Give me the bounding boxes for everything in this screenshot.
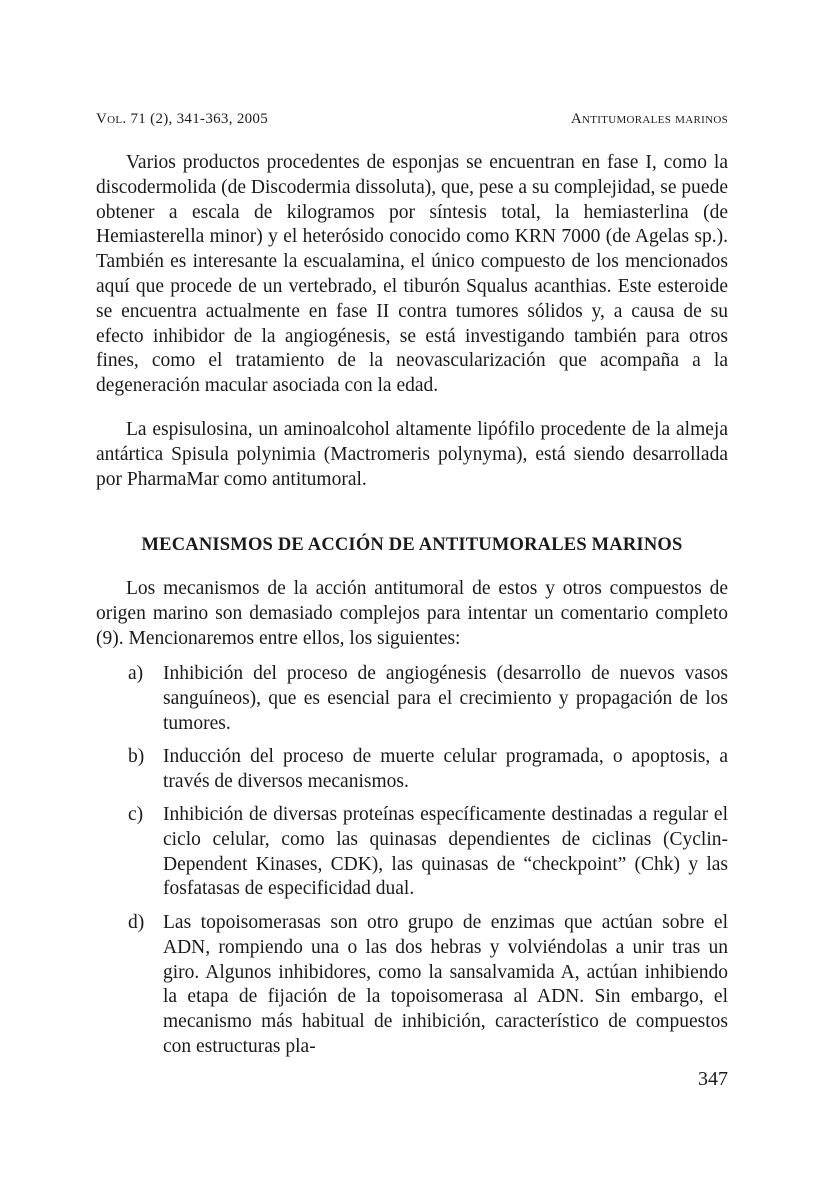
paragraph-espisulosina: La espisulosina, un aminoalcohol altamente lipófilo procedente de la almeja antártica Spisula polynimia (Mactromeris polynyma), está siendo desarrollada por PharmaMar como antitumoral. — [96, 419, 728, 490]
list-item-b — [128, 745, 728, 795]
list-marker: b) — [128, 746, 145, 767]
running-header — [96, 111, 728, 131]
section-heading: MECANISMOS DE ACCIÓN DE ANTITUMORALES MARINOS — [141, 535, 683, 555]
list-item-text: Inhibición del proceso de angiogénesis (desarrollo de nuevos vasos sanguíneos), que es esencial para el crecimiento y propagación de los tumores. — [163, 663, 728, 734]
list-item-text: Inducción del proceso de muerte celular programada, o apoptosis, a través de diversos mecanismos. — [163, 746, 728, 792]
list-marker: d) — [128, 912, 145, 933]
list-item-text: Inhibición de diversas proteínas específicamente destinadas a regular el ciclo celular, como las quinasas dependientes de ciclinas (Cyclin-Dependent Kinases, CDK), las quinasas de “checkpoint” (Chk) y las fosfatasas de especificidad dual. — [163, 804, 728, 900]
list-item-c — [128, 803, 728, 902]
journal-volume-header: Vol. 71 (2), 341-363, 2005 — [96, 111, 269, 127]
list-item-d — [128, 911, 728, 1060]
list-item-text: Las topoisomerasas son otro grupo de enzimas que actúan sobre el ADN, rompiendo una o las dos hebras y volviéndolas a unir tras un giro. Algunos inhibidores, como la sansalvamida A, actúan inhibiendo la etapa de fijación de la topoisomerasa al ADN. Sin embargo, el mecanismo más habitual de inhibición, característico de compuestos con estructuras pla- — [163, 912, 728, 1057]
list-marker: a) — [128, 663, 144, 684]
list-item-a — [128, 662, 728, 736]
paragraph-mechanisms-intro: Los mecanismos de la acción antitumoral de estos y otros compuestos de origen marino son demasiado complejos para intentar un comentario completo (9). Mencionaremos entre ellos, los siguientes: — [96, 578, 728, 649]
running-title-header: Antitumorales marinos — [570, 111, 728, 127]
list-marker: c) — [128, 804, 144, 825]
page-number: 347 — [698, 1068, 728, 1090]
paragraph-sponge-products: Varios productos procedentes de esponjas se encuentran en fase I, como la discodermolida (de Discodermia dissoluta), que, pese a su complejidad, se puede obtener a escala de kilogramos por síntesis total, la hemiasterlina (de Hemiasterella minor) y el heterósido conocido como KRN 7000 (de Agelas sp.). También es interesante la escualamina, el único compuesto de los mencionados aquí que procede de un vertebrado, el tiburón Squalus acanthias. Este esteroide se encuentra actualmente en fase II contra tumores sólidos y, a causa de su efecto inhibidor de la angiogénesis, se está investigando también para otros fines, como el tratamiento de la neovascularización que acompaña a la degeneración macular asociada con la edad. — [96, 152, 728, 397]
